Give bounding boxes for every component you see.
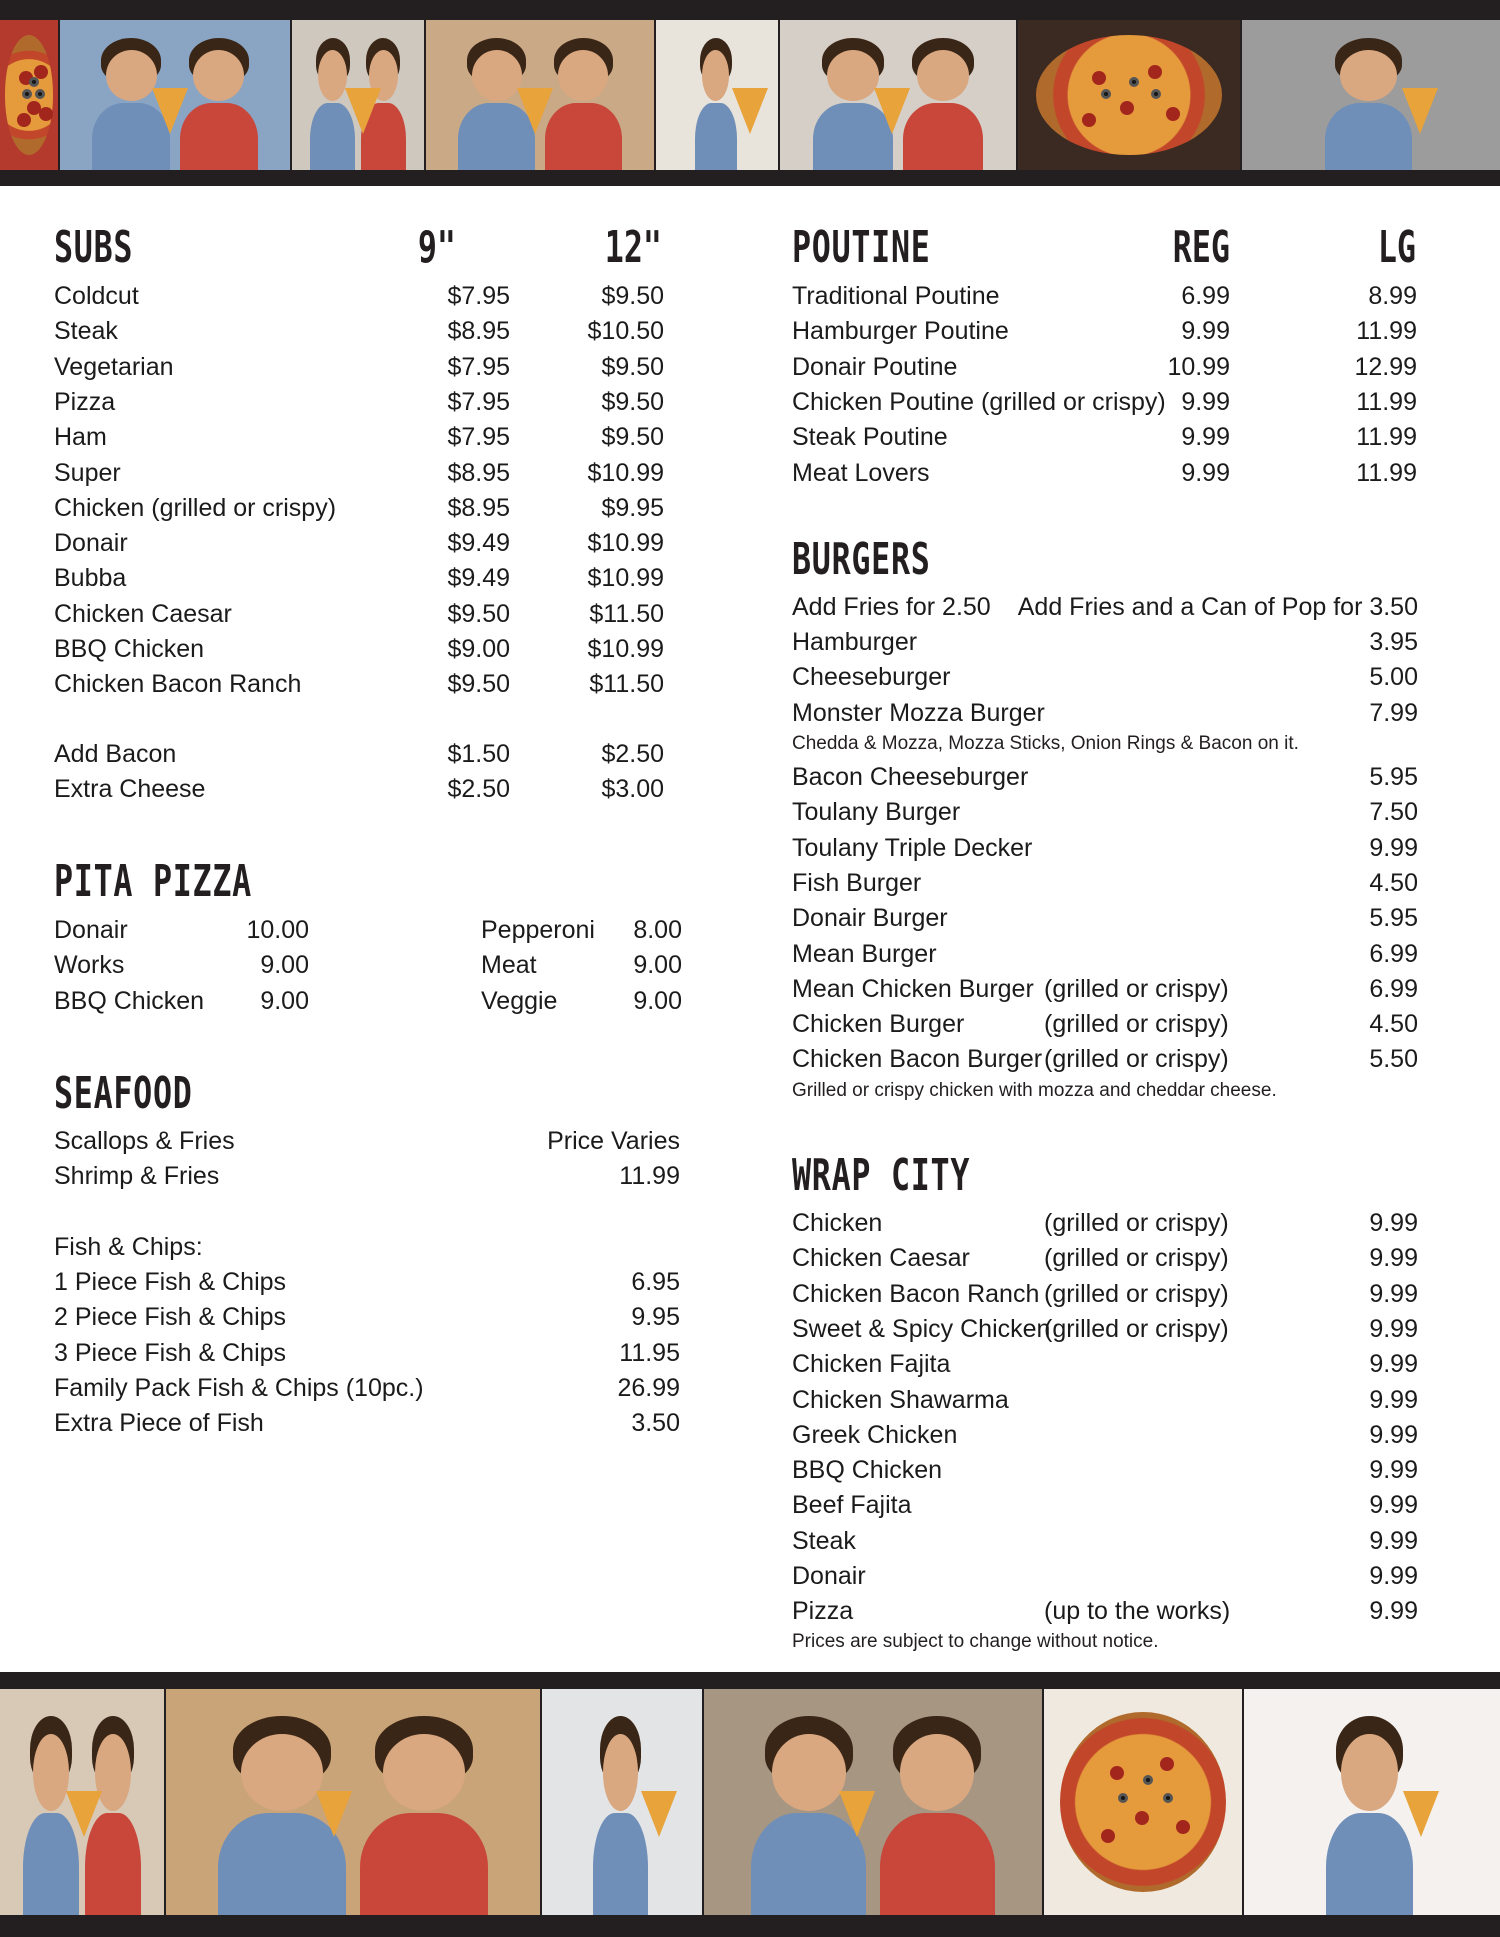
add-fries-pop-text: Add Fries and a Can of Pop for 3.50 [1017, 593, 1418, 621]
sub-item-12in-price: $10.99 [587, 529, 664, 558]
person-face-shape [702, 50, 729, 101]
pizza-slice-shape [517, 88, 553, 134]
fish-item-price: 6.95 [631, 1268, 680, 1296]
seafood-item-row [54, 1159, 680, 1194]
fish-item-row [54, 1371, 680, 1406]
poutine-item-lg-price: 8.99 [1368, 282, 1417, 310]
pepperoni-shape [1160, 1757, 1174, 1771]
burger-item-name: Cheeseburger [792, 663, 951, 692]
burger-item-price: 5.95 [1369, 763, 1418, 791]
sub-item-row [54, 491, 664, 526]
woman-holding-slice-photo-icon [1242, 20, 1500, 170]
wrap-item-price: 9.99 [1369, 1385, 1418, 1414]
burger-item-option: (grilled or crispy) [1044, 974, 1229, 1003]
burger-item-price: 4.50 [1369, 868, 1418, 897]
wrap-item-price: 9.99 [1369, 1314, 1418, 1343]
poutine-item-lg-price: 11.99 [1356, 458, 1417, 487]
couple-laughing-photo-icon [292, 20, 426, 170]
burger-item-name: Donair Burger [792, 904, 948, 933]
sub-item-12in-price: $9.50 [601, 282, 664, 310]
wrap-item-row [792, 1418, 1418, 1453]
sub-item-name: Super [54, 458, 121, 487]
sub-item-row [54, 420, 664, 455]
pita-item-row [481, 948, 682, 983]
wrap-item-row [792, 1383, 1418, 1418]
wrap-item-row [792, 1241, 1418, 1276]
sub-item-name: Donair [54, 529, 128, 558]
sub-extra-name: Add Bacon [54, 740, 177, 768]
fish-item-price: 3.50 [631, 1409, 680, 1438]
wrap-item-option: (grilled or crispy) [1044, 1314, 1229, 1343]
wrap-item-row [792, 1488, 1418, 1523]
person-body-shape [180, 103, 258, 171]
wrap-item-name: Chicken Bacon Ranch [792, 1279, 1040, 1308]
poutine-item-row [792, 385, 1417, 420]
poutine-item-row [792, 350, 1417, 385]
burger-item-row [792, 1007, 1418, 1042]
wrap-item-name: Greek Chicken [792, 1420, 958, 1449]
wrap-item-row [792, 1277, 1418, 1312]
burger-item-name: Mean Chicken Burger [792, 974, 1034, 1003]
wrap-item-name: Chicken Caesar [792, 1244, 970, 1273]
sub-item-9in-price: $8.95 [447, 493, 510, 522]
burgers-addons [792, 590, 1418, 625]
couple-biting-photo-icon [780, 20, 1018, 170]
burger-item-row [792, 1042, 1418, 1077]
poutine-item-row [792, 279, 1417, 314]
pepperoni-shape [39, 107, 53, 121]
burger-item-row [792, 831, 1418, 866]
sub-extra-name: Extra Cheese [54, 775, 206, 804]
couple-moving-boxes-photo-icon [166, 1689, 542, 1915]
sub-item-9in-price: $8.95 [447, 458, 510, 487]
sub-extra-row [54, 737, 664, 772]
fish-item-price: 11.95 [619, 1338, 680, 1367]
fish-item-row [54, 1300, 680, 1335]
seafood-item-price: 11.99 [619, 1162, 680, 1191]
subs-12in-header: 12" [604, 222, 662, 273]
sub-item-row [54, 279, 664, 314]
wrap-item-name: Pizza [792, 1597, 854, 1626]
fish-item-price: 9.95 [631, 1303, 680, 1332]
subs-9in-header: 9" [417, 222, 456, 273]
wrap-item-name: Steak [792, 1526, 856, 1555]
burger-item-price: 4.50 [1369, 1010, 1418, 1039]
wrap-item-row [792, 1559, 1418, 1594]
olive-shape [35, 89, 45, 99]
person-face-shape [772, 1734, 846, 1811]
wrap-item-row [792, 1524, 1418, 1559]
pizza-slice-shape [839, 1791, 875, 1837]
olive-shape [1163, 1793, 1173, 1803]
subs-title: SUBS [54, 222, 134, 273]
sub-item-12in-price: $11.50 [589, 670, 664, 699]
wrap-item-name: Sweet & Spicy Chicken [792, 1314, 1051, 1343]
wrap-item-price: 9.99 [1369, 1562, 1418, 1590]
pizza-slice-shape [316, 1791, 352, 1837]
burger-item-price: 6.99 [1369, 939, 1418, 968]
pepperoni-shape [1082, 113, 1096, 127]
burger-item-price: 7.50 [1369, 798, 1418, 827]
person-body-shape [545, 103, 623, 171]
burger-item-name: Toulany Burger [792, 798, 961, 827]
poutine-item-reg-price: 6.99 [1181, 282, 1230, 310]
poutine-item-name: Hamburger Poutine [792, 317, 1009, 346]
fish-and-chips-label-text: Fish & Chips: [54, 1233, 203, 1261]
olive-shape [1118, 1793, 1128, 1803]
sub-item-9in-price: $7.95 [447, 352, 510, 381]
person-face-shape [1340, 50, 1397, 101]
pepperoni-shape [1101, 1829, 1115, 1843]
pepperoni-shape [1120, 101, 1134, 115]
person-face-shape [1341, 1734, 1397, 1811]
pita-item-price: 9.00 [633, 951, 682, 980]
pizza-photo-icon [0, 20, 60, 170]
wrap-item-price: 9.99 [1369, 1526, 1418, 1555]
person-face-shape [318, 50, 347, 101]
couple-eating-photo-icon [60, 20, 292, 170]
person-face-shape [827, 50, 879, 101]
poutine-item-name: Donair Poutine [792, 352, 958, 381]
person-face-shape [558, 50, 608, 101]
wrap-item-row [792, 1206, 1418, 1241]
pita-pizza-title: PITA PIZZA [54, 856, 252, 907]
burger-item-name: Chicken Burger [792, 1010, 965, 1039]
pizza-slice-shape [874, 88, 910, 134]
seafood-title: SEAFOOD [54, 1068, 193, 1119]
sub-item-row [54, 561, 664, 596]
poutine-item-name: Steak Poutine [792, 423, 948, 452]
burger-item-price: 3.95 [1369, 628, 1418, 656]
burger-item-option: (grilled or crispy) [1044, 1045, 1229, 1074]
wrap-city-title: WRAP CITY [792, 1150, 971, 1201]
pita-item-row [54, 913, 309, 948]
sub-extra-12in-price: $2.50 [601, 740, 664, 768]
pepperoni-shape [17, 113, 31, 127]
person-body-shape [880, 1813, 995, 1915]
sub-item-9in-price: $9.50 [447, 670, 510, 699]
couple-kitchen-photo-icon [704, 1689, 1044, 1915]
wrap-item-price: 9.99 [1369, 1209, 1418, 1237]
burger-item-row [792, 660, 1418, 695]
fish-item-name: 2 Piece Fish & Chips [54, 1303, 287, 1332]
pita-item-row [54, 984, 309, 1019]
wrap-item-row [792, 1312, 1418, 1347]
burger-item-name: Chicken Bacon Burger [792, 1045, 1043, 1074]
person-body-shape [695, 103, 736, 171]
sub-item-name: Bubba [54, 564, 127, 593]
burger-item-row [792, 901, 1418, 936]
poutine-item-reg-price: 9.99 [1181, 317, 1230, 346]
fish-item-name: 1 Piece Fish & Chips [54, 1268, 287, 1296]
prices-disclaimer: Prices are subject to change without notice. [792, 1631, 1159, 1652]
wrap-item-option: (up to the works) [1044, 1597, 1231, 1626]
sub-item-name: Chicken Caesar [54, 599, 232, 628]
wrap-item-price: 9.99 [1369, 1279, 1418, 1308]
person-body-shape [360, 1813, 487, 1915]
pepperoni-shape [1135, 1811, 1149, 1825]
burger-item-name: Fish Burger [792, 868, 922, 897]
poutine-item-name: Chicken Poutine (grilled or crispy) [792, 387, 1166, 416]
person-face-shape [472, 50, 522, 101]
pizza-shape [1036, 35, 1222, 155]
pita-item-row [54, 948, 309, 983]
wrap-item-option: (grilled or crispy) [1044, 1209, 1229, 1237]
pita-item-name: BBQ Chicken [54, 986, 205, 1015]
burger-item-row [792, 937, 1418, 972]
pizza-pan-photo-icon [1018, 20, 1242, 170]
sub-item-name: Chicken (grilled or crispy) [54, 493, 337, 522]
pizza-shape [1060, 1712, 1226, 1893]
olive-shape [1143, 1775, 1153, 1785]
fish-item-name: Family Pack Fish & Chips (10pc.) [54, 1373, 424, 1402]
pepperoni-shape [1110, 1766, 1124, 1780]
pita-item-price: 9.00 [260, 986, 309, 1015]
pizza-slice-shape [152, 88, 188, 134]
sub-item-12in-price: $11.50 [589, 599, 664, 628]
burger-item-name: Bacon Cheeseburger [792, 763, 1029, 791]
wrap-item-row [792, 1594, 1418, 1629]
poutine-item-reg-price: 10.99 [1167, 352, 1230, 381]
wrap-item-row [792, 1347, 1418, 1382]
sub-item-9in-price: $9.00 [447, 635, 510, 663]
person-body-shape [593, 1813, 647, 1915]
burger-item-name: Hamburger [792, 628, 918, 656]
sub-item-name: Vegetarian [54, 352, 174, 381]
olive-shape [1101, 89, 1111, 99]
sub-item-row [54, 385, 664, 420]
poutine-item-lg-price: 11.99 [1356, 317, 1417, 346]
olive-shape [22, 89, 32, 99]
pepperoni-shape [1148, 65, 1162, 79]
wrap-item-name: Chicken Shawarma [792, 1385, 1009, 1414]
pepperoni-shape [1176, 1820, 1190, 1834]
pita-item-row [481, 984, 682, 1019]
monster-mozza-note: Chedda & Mozza, Mozza Sticks, Onion Rings & Bacon on it. [792, 733, 1299, 754]
poutine-item-lg-price: 11.99 [1356, 387, 1417, 416]
pizza-closeup-photo-icon [1044, 1689, 1244, 1915]
poutine-item-lg-price: 11.99 [1356, 423, 1417, 452]
pepperoni-shape [1166, 107, 1180, 121]
fish-item-name: Extra Piece of Fish [54, 1409, 264, 1438]
burger-item-name: Monster Mozza Burger [792, 698, 1045, 727]
couple-couch-photo-icon [0, 1689, 166, 1915]
pizza-slice-shape [345, 88, 381, 134]
person-body-shape [1326, 1813, 1413, 1915]
add-fries-text: Add Fries for 2.50 [792, 593, 991, 621]
chicken-burger-note: Grilled or crispy chicken with mozza and cheddar cheese. [792, 1080, 1277, 1101]
sub-item-row [54, 456, 664, 491]
poutine-item-reg-price: 9.99 [1181, 458, 1230, 487]
sub-item-12in-price: $10.99 [587, 458, 664, 487]
seafood-item-name: Shrimp & Fries [54, 1162, 220, 1191]
burger-item-row [792, 866, 1418, 901]
poutine-reg-header: REG [1172, 222, 1230, 273]
burger-item-option: (grilled or crispy) [1044, 1010, 1229, 1039]
burger-item-name: Mean Burger [792, 939, 937, 968]
sub-item-name: Coldcut [54, 282, 139, 310]
sub-item-12in-price: $9.50 [601, 352, 664, 381]
wrap-item-name: Donair [792, 1562, 866, 1590]
person-face-shape [33, 1734, 69, 1811]
sub-extra-9in-price: $2.50 [447, 775, 510, 804]
pepperoni-shape [1092, 71, 1106, 85]
sub-item-name: Ham [54, 423, 107, 452]
burger-item-price: 9.99 [1369, 833, 1418, 862]
pizza-slice-shape [641, 1791, 677, 1837]
sub-extra-9in-price: $1.50 [447, 740, 510, 768]
wrap-item-name: Chicken Fajita [792, 1350, 951, 1379]
sub-item-9in-price: $7.95 [447, 423, 510, 452]
pizza-slice-shape [66, 1791, 102, 1837]
olive-shape [1151, 89, 1161, 99]
sub-item-12in-price: $9.50 [601, 423, 664, 452]
pita-item-name: Donair [54, 916, 128, 944]
fish-item-row [54, 1336, 680, 1371]
pita-item-price: 10.00 [246, 916, 309, 944]
sub-item-name: BBQ Chicken [54, 635, 205, 663]
seafood-item-price: Price Varies [547, 1127, 680, 1155]
person-body-shape [903, 103, 983, 171]
sub-item-row [54, 667, 664, 702]
sub-item-name: Pizza [54, 387, 116, 416]
seafood-item-name: Scallops & Fries [54, 1127, 235, 1155]
pita-item-price: 9.00 [260, 951, 309, 980]
wrap-item-price: 9.99 [1369, 1597, 1418, 1626]
sub-item-row [54, 314, 664, 349]
woman-eating-photo-icon [656, 20, 780, 170]
sub-item-9in-price: $7.95 [447, 282, 510, 310]
pita-item-row [481, 913, 682, 948]
person-face-shape [900, 1734, 974, 1811]
burger-item-row [792, 625, 1418, 660]
pizza-shape [5, 35, 54, 155]
pizza-slice-shape [1403, 1791, 1439, 1837]
poutine-item-row [792, 420, 1417, 455]
sub-item-row [54, 632, 664, 667]
person-face-shape [603, 1734, 638, 1811]
top-photo-strip [0, 0, 1500, 186]
sub-item-9in-price: $9.49 [447, 564, 510, 593]
person-face-shape [193, 50, 244, 101]
poutine-item-lg-price: 12.99 [1354, 352, 1417, 381]
sub-item-row [54, 526, 664, 561]
fish-item-row [54, 1265, 680, 1300]
burger-item-row [792, 760, 1418, 795]
sub-item-row [54, 350, 664, 385]
burger-item-row [792, 696, 1418, 731]
pita-item-name: Pepperoni [481, 916, 595, 944]
sub-item-12in-price: $9.50 [601, 387, 664, 416]
wrap-item-price: 9.99 [1369, 1350, 1418, 1379]
person-body-shape [1325, 103, 1413, 171]
wrap-item-row [792, 1453, 1418, 1488]
burger-item-price: 5.50 [1369, 1045, 1418, 1074]
seafood-item-row [54, 1124, 680, 1159]
poutine-item-reg-price: 9.99 [1181, 387, 1230, 416]
person-face-shape [917, 50, 969, 101]
wrap-item-price: 9.99 [1369, 1456, 1418, 1485]
man-eating-photo-icon [542, 1689, 704, 1915]
wrap-item-option: (grilled or crispy) [1044, 1244, 1229, 1273]
fish-item-price: 26.99 [617, 1373, 680, 1402]
sub-item-9in-price: $9.50 [447, 599, 510, 628]
poutine-item-name: Meat Lovers [792, 458, 930, 487]
pita-item-name: Veggie [481, 986, 558, 1015]
couple-sharing-photo-icon [426, 20, 656, 170]
pizza-slice-shape [732, 88, 768, 134]
poutine-item-reg-price: 9.99 [1181, 423, 1230, 452]
burger-item-price: 7.99 [1369, 698, 1418, 727]
sub-item-9in-price: $9.49 [447, 529, 510, 558]
sub-item-9in-price: $7.95 [447, 387, 510, 416]
poutine-item-row [792, 456, 1417, 491]
sub-item-12in-price: $10.99 [587, 635, 664, 663]
burger-item-price: 6.99 [1369, 974, 1418, 1003]
wrap-item-name: BBQ Chicken [792, 1456, 943, 1485]
burger-item-name: Toulany Triple Decker [792, 833, 1033, 862]
bottom-photo-strip [0, 1672, 1500, 1937]
poutine-item-name: Traditional Poutine [792, 282, 1000, 310]
poutine-item-row [792, 314, 1417, 349]
wrap-item-price: 9.99 [1369, 1420, 1418, 1449]
pita-item-price: 9.00 [633, 986, 682, 1015]
wrap-item-name: Chicken [792, 1209, 883, 1237]
sub-item-name: Steak [54, 317, 118, 346]
sub-item-12in-price: $9.95 [601, 493, 664, 522]
poutine-lg-header: LG [1377, 222, 1416, 273]
sub-extra-row [54, 772, 664, 807]
olive-shape [1129, 77, 1139, 87]
sub-extra-12in-price: $3.00 [601, 775, 664, 804]
person-face-shape [383, 1734, 465, 1811]
olive-shape [29, 77, 39, 87]
sub-item-12in-price: $10.50 [587, 317, 664, 346]
pizza-slice-shape [1402, 88, 1438, 134]
fish-item-name: 3 Piece Fish & Chips [54, 1338, 287, 1367]
person-face-shape [106, 50, 157, 101]
wrap-item-price: 9.99 [1369, 1491, 1418, 1520]
sub-item-9in-price: $8.95 [447, 317, 510, 346]
wrap-item-name: Beef Fajita [792, 1491, 912, 1520]
girl-eating-photo-icon [1244, 1689, 1500, 1915]
burger-item-row [792, 795, 1418, 830]
pita-item-price: 8.00 [633, 916, 682, 944]
burger-item-price: 5.95 [1369, 904, 1418, 933]
burgers-title: BURGERS [792, 534, 931, 585]
burger-item-row [792, 972, 1418, 1007]
fish-item-row [54, 1406, 680, 1441]
wrap-item-price: 9.99 [1369, 1244, 1418, 1273]
sub-item-name: Chicken Bacon Ranch [54, 670, 302, 699]
burger-item-price: 5.00 [1369, 663, 1418, 692]
sub-item-row [54, 597, 664, 632]
poutine-title: POUTINE [792, 222, 931, 273]
fish-and-chips-label [54, 1230, 354, 1265]
person-face-shape [241, 1734, 323, 1811]
sub-item-12in-price: $10.99 [587, 564, 664, 593]
wrap-item-option: (grilled or crispy) [1044, 1279, 1229, 1308]
pita-item-name: Works [54, 951, 125, 980]
pita-item-name: Meat [481, 951, 537, 980]
